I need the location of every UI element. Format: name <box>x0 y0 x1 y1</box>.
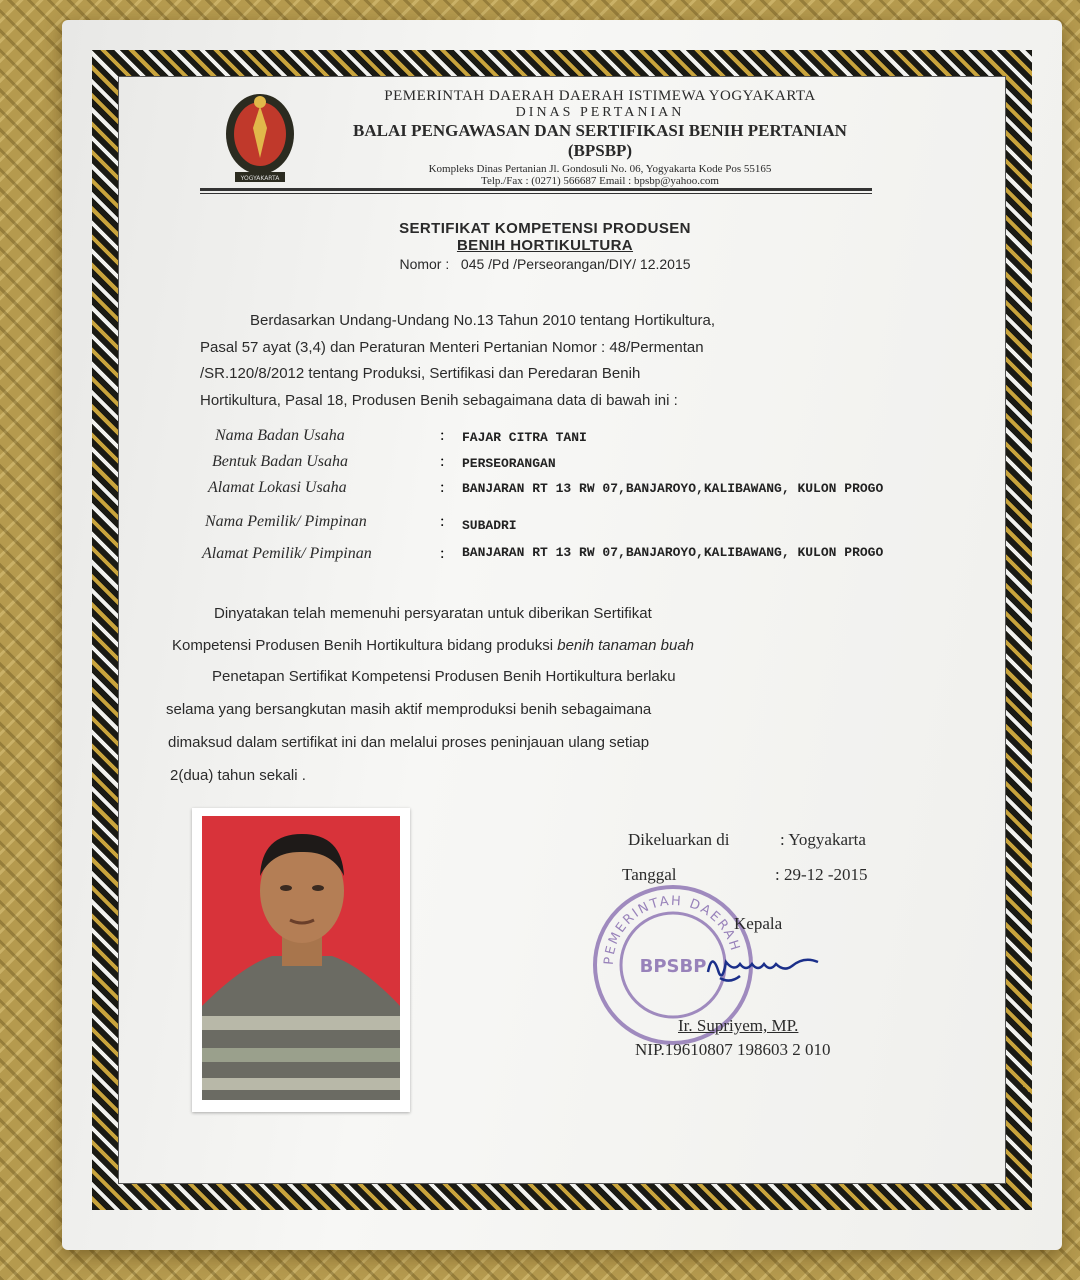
intro-line-4: Hortikultura, Pasal 18, Produsen Benih sebagaimana data di bawah ini : <box>200 391 678 409</box>
issued-label: Dikeluarkan di <box>628 830 730 849</box>
statement-line: Penetapan Sertifikat Kompetensi Produsen Benih Hortikultura berlaku <box>212 668 676 685</box>
intro-paragraph <box>200 308 860 414</box>
photo-background <box>202 816 400 1100</box>
intro-line-3: /SR.120/8/2012 tentang Produksi, Sertifikasi dan Peredaran Benih <box>200 365 641 382</box>
field-colon: : <box>440 479 445 496</box>
number-value: 045 /Pd /Perseorangan/DIY/ 12.2015 <box>460 256 691 272</box>
field-value: BANJARAN RT 13 RW 07,BANJAROYO,KALIBAWANG, KULON PROGO <box>462 481 884 496</box>
intro-line-1: Berdasarkan Undang-Undang No.13 Tahun 2010 tentang Hortikultura, <box>250 312 716 329</box>
issued-value: : Yogyakarta <box>780 830 866 849</box>
field-label: Alamat Pemilik/ Pimpinan <box>202 545 372 562</box>
handwritten-signature <box>700 942 840 992</box>
crest-caption: YOGYAKARTA <box>240 175 280 182</box>
statement-text: Kompetensi Produsen Benih Hortikultura bidang produksi <box>172 637 558 654</box>
stamp-center-text: BPSBP <box>639 956 707 977</box>
number-label: Nomor : <box>399 256 450 272</box>
field-label: Alamat Lokasi Usaha <box>208 479 347 496</box>
statement-line: dimaksud dalam sertifikat ini dan melalui proses peninjauan ulang setiap <box>168 734 650 751</box>
field-colon: : <box>440 453 445 470</box>
field-label: Bentuk Badan Usaha <box>212 453 348 470</box>
field-value: SUBADRI <box>462 518 517 533</box>
letterhead <box>300 88 900 187</box>
title-line-1: SERTIFIKAT KOMPETENSI PRODUSEN <box>399 220 691 237</box>
field-value: FAJAR CITRA TANI <box>462 430 587 445</box>
header-line-3: BALAI PENGAWASAN DAN SERTIFIKASI BENIH PERTANIAN <box>353 121 847 140</box>
header-line-4: (BPSBP) <box>567 141 633 160</box>
signer-name: Ir. Supriyem, MP. <box>678 1016 799 1035</box>
header-contact: Telp./Fax : (0271) 566687 Email : bpsbp@yahoo.com <box>481 175 719 187</box>
field-colon: : <box>440 427 445 444</box>
signer-nip: NIP.19610807 198603 2 010 <box>635 1040 831 1059</box>
statement-paragraph-1 <box>172 598 884 662</box>
certificate-number <box>300 256 790 272</box>
statement-paragraph-2 <box>160 660 900 792</box>
field-label: Nama Pemilik/ Pimpinan <box>205 513 367 530</box>
header-address: Kompleks Dinas Pertanian Jl. Gondosuli No. 06, Yogyakarta Kode Pos 55165 <box>428 163 772 175</box>
title-line-2: BENIH HORTIKULTURA <box>456 237 634 254</box>
header-rule-thin <box>200 193 872 194</box>
header-line-2: DINAS PERTANIAN <box>515 105 685 120</box>
holder-photo <box>192 808 410 1112</box>
header-line-1: PEMERINTAH DAERAH DAERAH ISTIMEWA YOGYAKARTA <box>384 88 816 104</box>
statement-line: selama yang bersangkutan masih aktif memproduksi benih sebagaimana <box>166 701 652 718</box>
statement-line: 2(dua) tahun sekali . <box>170 767 306 784</box>
crest-logo <box>215 88 305 188</box>
header-rule <box>200 188 872 191</box>
intro-line-2: Pasal 57 ayat (3,4) dan Peraturan Menteri Pertanian Nomor : 48/Permentan <box>200 338 704 356</box>
statement-italic: benih tanaman buah <box>557 637 695 654</box>
field-value: BANJARAN RT 13 RW 07,BANJAROYO,KALIBAWANG, KULON PROGO <box>462 545 884 560</box>
field-colon: : <box>440 513 445 530</box>
certificate-title <box>300 220 790 272</box>
statement-line <box>172 630 884 662</box>
field-colon: : <box>440 545 445 562</box>
signer-role: Kepala <box>734 914 783 933</box>
date-value: : 29-12 -2015 <box>775 865 868 884</box>
person-photo <box>202 816 400 1100</box>
stamp-outer-text: PEMERINTAH DAERAH <box>601 893 743 966</box>
field-label: Nama Badan Usaha <box>215 427 345 444</box>
date-label: Tanggal <box>622 865 677 884</box>
statement-line: Dinyatakan telah memenuhi persyaratan untuk diberikan Sertifikat <box>214 605 652 622</box>
field-value: PERSEORANGAN <box>462 456 556 471</box>
